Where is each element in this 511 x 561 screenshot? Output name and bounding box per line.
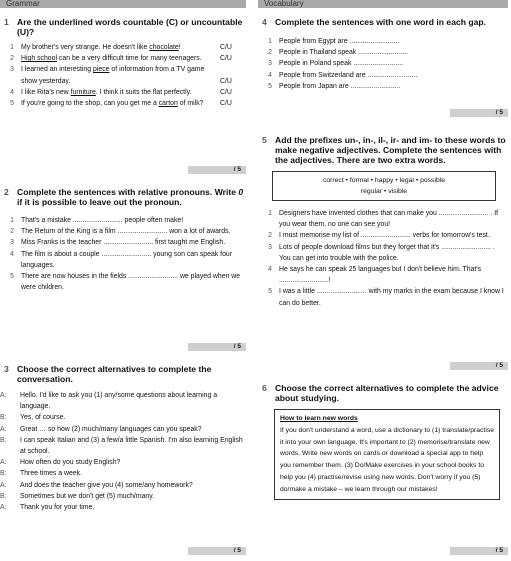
question-1 bbox=[0, 17, 246, 109]
score-box-5: / 5 bbox=[450, 362, 508, 370]
grammar-column bbox=[0, 0, 246, 554]
list-item: 2 The Return of the King is a film .......................... won a lot of awards. bbox=[10, 228, 231, 236]
list-item: 1 That's a mistake .......................... people often make! bbox=[10, 217, 184, 224]
conversation-line: B: Sometimes but we don't get (5) much/many. bbox=[0, 492, 155, 500]
question-3: 3 Choose the correct alternatives to complete the conversation. A: Hello. I'd like to ask you (1) any/some questions about learning a language. B: Yes, of course. A: Great … so how (2) much/many languages can you speak? B: I can speak Italian and (3) a few/a little Spanish. I'm also learning English at school. A: How often do you study English? B: Three times a week. A: And does the teacher give you (4) some/any homework? B: Sometimes but we don't get (5) much/many. A: Thank you for your time. bbox=[0, 364, 246, 513]
word-box bbox=[272, 171, 496, 201]
conversation-line: A: Great … so how (2) much/many languages can you speak? bbox=[0, 425, 202, 433]
cu-choice[interactable]: C/U bbox=[220, 100, 232, 108]
list-item: 4 I like Rita's new furniture. I think it suits the flat perfectly. C/U bbox=[0, 87, 246, 98]
advice-box bbox=[274, 409, 500, 500]
question-4: 4 Complete the sentences with one word in each gap. 1 People from Egypt are .......................... 2 People in Thailand speak .......................... 3 People in Poland speak .......................... 4 People from Switzerland are .......................... 5 People from Japan are .......................... bbox=[258, 17, 508, 92]
cu-choice[interactable]: C/U bbox=[220, 55, 232, 63]
list-item: 5 People from Japan are .......................... bbox=[268, 82, 401, 90]
list-item: 3 Miss Franks is the teacher .......................... first taught me English. bbox=[10, 239, 226, 247]
list-item: 1 People from Egypt are .......................... bbox=[268, 38, 400, 45]
score-box-1: / 5 bbox=[188, 166, 246, 174]
question-number: 1 bbox=[4, 17, 9, 27]
conversation-line: B: I can speak Italian and (3) a few/a little Spanish. I'm also learning English at school. bbox=[0, 436, 243, 456]
list-item: 5 There are now houses in the fields .......................... we played when we were children. bbox=[10, 273, 241, 292]
conversation-line: A: Hello. I'd like to ask you (1) any/some questions about learning a language. bbox=[0, 392, 218, 411]
list-item: 1 Designers have invented clothes that can make you .......................... . If you wear them, no one can see you! bbox=[268, 210, 499, 229]
list-item: 5 If you're going to the shop, can you get me a carton of milk? C/U bbox=[0, 98, 246, 109]
question-2: 2 Complete the sentences with relative pronouns. Write 0 if it is possible to leave out the pronoun. 1 That's a mistake .......................... people often make! 2 The Return of the King is a film .......................... won a lot of awards. 3 Miss Franks is the teacher .......................... first taught me English. 4 The film is about a couple .......................... young son can speak four languages. 5 There are now houses in the fields .......................... we played when we were children. bbox=[0, 187, 246, 293]
conversation-line: B: Three times a week. bbox=[0, 470, 83, 478]
list-item: 4 He says he can speak 25 languages but I don't believe him. That's ..........................! bbox=[268, 266, 482, 285]
score-box-2: / 5 bbox=[188, 343, 246, 351]
list-item: 2 People in Thailand speak .......................... bbox=[268, 49, 408, 57]
conversation-line: A: And does the teacher give you (4) some/any homework? bbox=[0, 481, 193, 489]
question-5: 5 Add the prefixes un-, in-, il-, ir- and im- to these words to make negative adjectives. Complete the sentences with the adjectives. There are two extra words. correct • formal • happy • legal • possible regular • visible 1 Designers have invented clothes that can make you .......................... . If you wear them, no one can see you! 2 I must memorise my list of .......................... verbs for tomorrow's test. 3 Lots of people download films but they forget that it's .......................... . You can get into trouble with the police. 4 He says he can speak 25 languages but I don't believe him. That's ..........................! 5 I was a little .......................... with my marks in the exam because I know I can do better. bbox=[258, 135, 508, 309]
score-box-6: / 5 bbox=[450, 547, 508, 555]
question-title: Are the underlined words countable (C) or uncountable (U)? bbox=[17, 17, 243, 37]
list-item: 4 The film is about a couple .......................... young son can speak four languages. bbox=[10, 250, 233, 269]
list-item: 1 My brother's very strange. He doesn't like chocolate! C/U bbox=[0, 42, 246, 53]
list-item: 4 People from Switzerland are .......................... bbox=[268, 71, 418, 79]
conversation-line: A: How often do you study English? bbox=[0, 459, 121, 467]
list-item: 5 I was a little .......................... with my marks in the exam because I know I can do better. bbox=[268, 288, 504, 307]
list-item: 3 Lots of people download films but they forget that it's .......................... . You can get into trouble with the police. bbox=[268, 243, 495, 262]
list-item: 3 People in Poland speak .......................... bbox=[268, 60, 404, 68]
advice-title: How to learn new words bbox=[280, 415, 358, 422]
list-item: 2 High school can be a very difficult time for many teenagers. C/U bbox=[0, 53, 246, 64]
score-box-3: / 5 bbox=[188, 547, 246, 555]
word-list-line-2: regular • visible bbox=[360, 188, 408, 195]
cu-choice[interactable]: C/U bbox=[220, 44, 232, 51]
grammar-header: Grammar bbox=[0, 0, 246, 8]
cu-choice[interactable]: C/U bbox=[220, 77, 232, 85]
conversation-line: B: Yes, of course. bbox=[0, 414, 66, 422]
advice-text[interactable]: If you don't understand a word, use a dictionary to (1) translate/practise it into your own language. It's important to (2) memorise/translate new words. Write new words on cards or download a special app to help you remember them. (3) Do/Make exercises in your school books to help you (4) practise/revise using new words. Don't worry if you (5) do/make a mistake – we learn through our mistakes! bbox=[280, 426, 495, 493]
conversation-line: A: Thank you for your time. bbox=[0, 504, 95, 512]
score-box-4: / 5 bbox=[450, 109, 508, 117]
question-6: 6 Choose the correct alternatives to complete the advice about studying. How to learn new words If you don't understand a word, use a dictionary to (1) translate/practise it into your own language. It's important to (2) memorise/translate new words. Write new words on cards or download a special app to help you remember them. (3) Do/Make exercises in your school books to help you (4) practise/revise using new words. Don't worry if you (5) do/make a mistake – we learn through our mistakes! bbox=[258, 383, 508, 500]
vocabulary-column bbox=[258, 0, 508, 554]
list-item: 2 I must memorise my list of .......................... verbs for tomorrow's test. bbox=[268, 232, 490, 240]
list-item: 3 I learned an interesting piece of information from a TV game show yesterday. C/U bbox=[0, 64, 246, 86]
vocabulary-header: Vocabulary bbox=[258, 0, 508, 8]
word-list-line-1: correct • formal • happy • legal • possible bbox=[322, 177, 446, 184]
cu-choice[interactable]: C/U bbox=[220, 88, 232, 96]
